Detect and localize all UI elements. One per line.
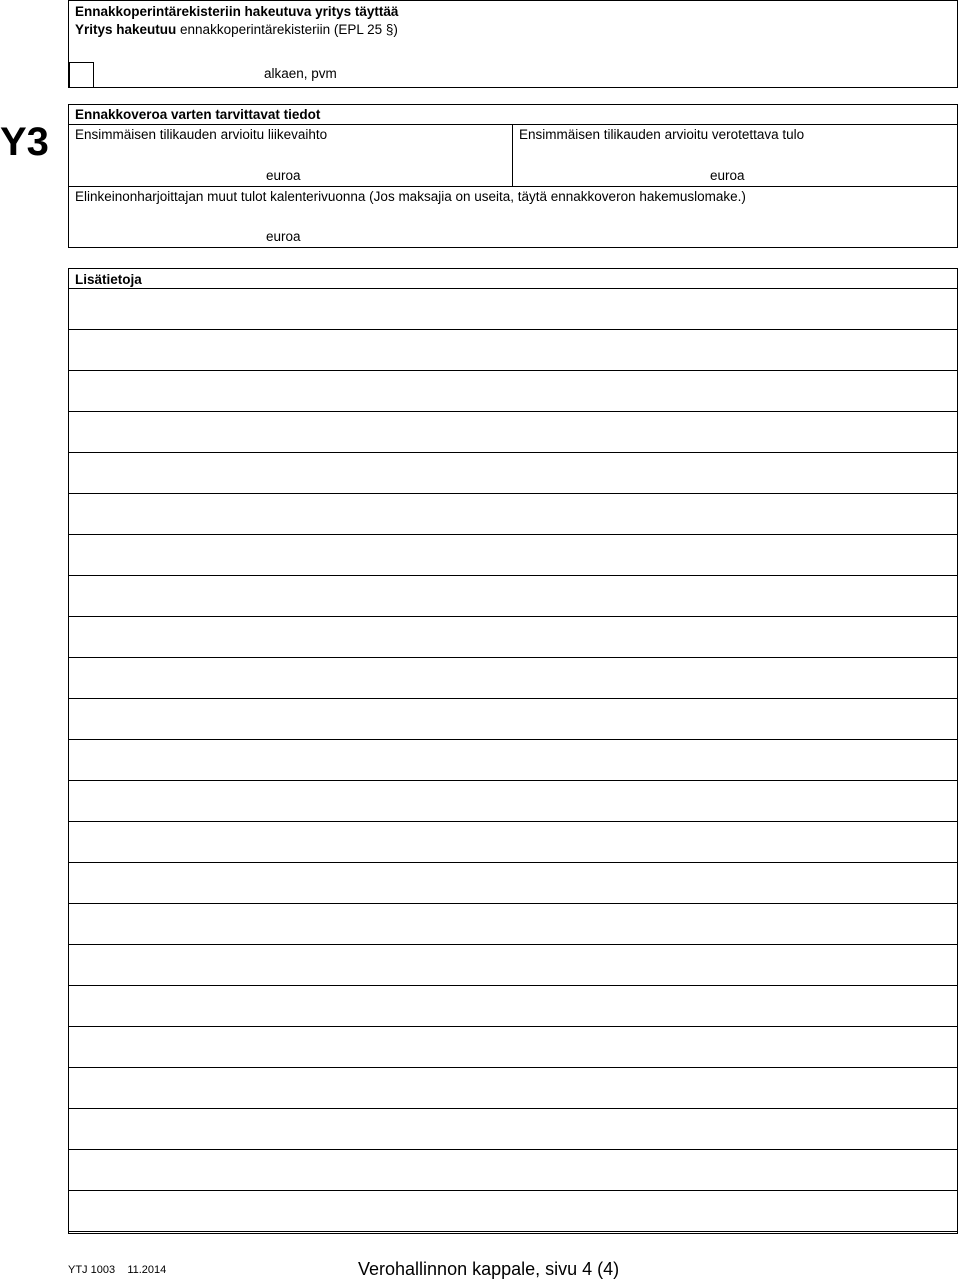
additional-info-line[interactable]	[70, 331, 956, 368]
line-divider	[68, 329, 958, 330]
registration-statement-rest: ennakkoperintärekisteriin (EPL 25 §)	[176, 22, 398, 37]
advance-tax-title-divider	[68, 124, 958, 125]
line-divider	[68, 780, 958, 781]
additional-info-line[interactable]	[70, 536, 956, 573]
line-divider	[68, 698, 958, 699]
taxable-income-unit: euroa	[710, 168, 745, 183]
line-divider	[68, 370, 958, 371]
additional-info-line[interactable]	[70, 864, 956, 901]
line-divider	[68, 1231, 958, 1232]
date-label: alkaen, pvm	[264, 66, 337, 81]
line-divider	[68, 821, 958, 822]
line-divider	[68, 575, 958, 576]
additional-info-line[interactable]	[70, 372, 956, 409]
copy-label: Verohallinnon kappale, sivu 4 (4)	[358, 1259, 620, 1279]
additional-info-line[interactable]	[70, 577, 956, 614]
form-code-id: YTJ 1003	[68, 1264, 116, 1276]
additional-info-line[interactable]	[70, 700, 956, 737]
advance-tax-section-title: Ennakkoveroa varten tarvittavat tiedot	[75, 107, 321, 122]
additional-info-line[interactable]	[70, 659, 956, 696]
additional-info-line[interactable]	[70, 1151, 956, 1188]
registration-statement-bold: Yritys hakeutuu	[75, 22, 177, 37]
line-divider	[68, 1067, 958, 1068]
registration-statement	[75, 22, 398, 38]
additional-info-line[interactable]	[70, 618, 956, 655]
additional-info-line[interactable]	[70, 741, 956, 778]
section-code: Y3	[0, 120, 49, 164]
taxable-income-field[interactable]	[515, 147, 705, 183]
additional-info-line[interactable]	[70, 290, 956, 327]
turnover-unit: euroa	[266, 168, 301, 183]
additional-info-title: Lisätietoja	[75, 272, 142, 287]
line-divider	[68, 534, 958, 535]
date-field[interactable]	[345, 62, 945, 86]
additional-info-line[interactable]	[70, 495, 956, 532]
additional-info-line[interactable]	[70, 1110, 956, 1147]
additional-info-line[interactable]	[70, 454, 956, 491]
additional-info-line[interactable]	[70, 905, 956, 942]
line-divider	[68, 1108, 958, 1109]
line-divider	[68, 739, 958, 740]
advance-tax-row-divider	[68, 186, 958, 187]
other-income-label: Elinkeinonharjoittajan muut tulot kalenterivuonna (Jos maksajia on useita, täytä ennakkoveron hakemuslomake.)	[75, 189, 746, 204]
line-divider	[68, 903, 958, 904]
additional-info-line[interactable]	[70, 946, 956, 983]
form-code-date: 11.2014	[127, 1264, 167, 1276]
other-income-unit: euroa	[266, 229, 301, 244]
form-code	[68, 1264, 166, 1277]
taxable-income-label: Ensimmäisen tilikauden arvioitu verotettava tulo	[519, 127, 805, 142]
line-divider	[68, 657, 958, 658]
additional-info-line[interactable]	[70, 782, 956, 819]
additional-info-line[interactable]	[70, 1069, 956, 1106]
turnover-field[interactable]	[70, 147, 260, 183]
date-field-divider	[93, 62, 94, 88]
line-divider	[68, 1149, 958, 1150]
line-divider	[68, 985, 958, 986]
registration-checkbox[interactable]	[69, 62, 94, 88]
additional-info-line[interactable]	[70, 413, 956, 450]
line-divider	[68, 452, 958, 453]
line-divider	[68, 862, 958, 863]
line-divider	[68, 411, 958, 412]
additional-info-title-divider	[68, 288, 958, 289]
line-divider	[68, 493, 958, 494]
advance-tax-column-divider	[512, 124, 513, 186]
additional-info-line[interactable]	[70, 987, 956, 1024]
additional-info-line[interactable]	[70, 1028, 956, 1065]
registration-section-title: Ennakkoperintärekisteriin hakeutuva yritys täyttää	[75, 4, 399, 19]
line-divider	[68, 616, 958, 617]
line-divider	[68, 1190, 958, 1191]
turnover-label: Ensimmäisen tilikauden arvioitu liikevaihto	[75, 127, 328, 142]
line-divider	[68, 1026, 958, 1027]
additional-info-line[interactable]	[70, 823, 956, 860]
additional-info-line[interactable]	[70, 1192, 956, 1229]
line-divider	[68, 944, 958, 945]
other-income-field[interactable]	[70, 210, 260, 246]
